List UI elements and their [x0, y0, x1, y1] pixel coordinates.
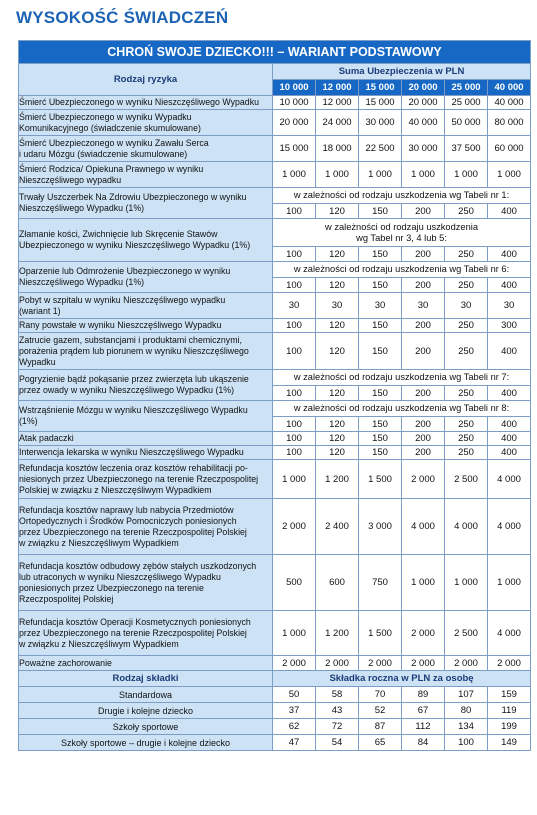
benefit-value: 1 000	[273, 611, 316, 656]
risk-label	[19, 555, 273, 611]
benefit-value: 24 000	[316, 110, 359, 136]
risk-label-line: Rany powstałe w wyniku Nieszczęśliwego Wypadku	[19, 320, 222, 330]
benefit-value: 2 000	[488, 656, 531, 671]
risk-label-line: Śmierć Rodzica/ Opiekuna Prawnego w wyniku	[19, 163, 204, 174]
header-row	[19, 64, 531, 80]
risk-label-line: Refundacja kosztów Operacji Kosmetycznych poniesionych	[19, 616, 251, 627]
benefit-value: 150	[359, 333, 402, 370]
benefit-value: 1 000	[402, 555, 445, 611]
benefit-row	[19, 499, 531, 555]
coverage-note	[273, 401, 531, 417]
benefit-value: 30	[445, 293, 488, 319]
coverage-note	[273, 262, 531, 278]
benefit-value: 120	[316, 432, 359, 446]
risk-label-line: przez Ubezpieczonego na terenie Rzeczpospolitej Polskiej	[19, 627, 247, 638]
benefit-row	[19, 460, 531, 499]
risk-label-line: i udaru Mózgu (świadczenie skumulowane)	[19, 148, 188, 159]
benefit-value: 30	[402, 293, 445, 319]
benefit-value: 1 200	[316, 611, 359, 656]
benefit-value: 120	[316, 247, 359, 262]
risk-label-line: niesionych przez Ubezpieczonego na terenie Rzeczpospolitej	[19, 473, 259, 484]
benefit-value: 150	[359, 417, 402, 432]
benefit-value: 150	[359, 446, 402, 460]
benefit-value: 400	[488, 417, 531, 432]
risk-label-line: Ortopedycznych i Środków Pomocniczych poniesionych	[19, 515, 237, 526]
coverage-note-line: w zależności od rodzaju uszkodzenia wg Tabeli nr 7:	[293, 372, 510, 382]
benefit-row	[19, 555, 531, 611]
benefit-value: 100	[273, 446, 316, 460]
risk-label-line: Złamanie kości, Zwichnięcie lub Skręcenie Stawów	[19, 229, 218, 239]
premium-row	[19, 735, 531, 751]
risk-label-line: Śmierć Ubezpieczonego w wyniku Nieszczęśliwego Wypadku	[19, 97, 259, 107]
benefit-value: 100	[273, 204, 316, 219]
benefit-value: 30 000	[402, 136, 445, 162]
benefit-value: 30	[316, 293, 359, 319]
benefit-value: 500	[273, 555, 316, 611]
benefit-value: 10 000	[273, 96, 316, 110]
benefit-value: 30	[359, 293, 402, 319]
premium-value: 47	[273, 735, 316, 751]
risk-label-line: Trwały Uszczerbek Na Zdrowiu Ubezpieczonego w wyniku	[19, 192, 247, 202]
benefit-row	[19, 656, 531, 671]
benefit-value: 250	[445, 204, 488, 219]
benefit-value: 100	[273, 333, 316, 370]
risk-label-line: przez owady w wyniku Nieszczęśliwego Wypadku (1%)	[19, 385, 235, 395]
benefit-value: 18 000	[316, 136, 359, 162]
risk-label-line: (1%)	[19, 416, 38, 426]
risk-label	[19, 293, 273, 319]
benefit-value: 120	[316, 319, 359, 333]
benefit-row	[19, 370, 531, 386]
table-title: CHROŃ SWOJE DZIECKO!!! – WARIANT PODSTAWOWY	[19, 41, 531, 64]
risk-label	[19, 611, 273, 656]
risk-label-line: Ubezpieczonego w wyniku Nieszczęśliwego Wypadku (1%)	[19, 240, 251, 250]
benefit-value: 2 500	[445, 611, 488, 656]
benefit-row	[19, 262, 531, 278]
benefit-value: 40 000	[402, 110, 445, 136]
risk-label-line: Wstrząśnienie Mózgu w wyniku Nieszczęśliwego Wypadku	[19, 405, 248, 415]
benefit-value: 2 000	[402, 611, 445, 656]
risk-label-line: Nieszczęśliwego Wypadku (1%)	[19, 277, 145, 287]
premium-row	[19, 719, 531, 735]
risk-label	[19, 460, 273, 499]
benefit-row	[19, 96, 531, 110]
benefit-value: 1 000	[445, 555, 488, 611]
amount-header: 10 000	[273, 80, 316, 96]
premium-value: 84	[402, 735, 445, 751]
benefit-row	[19, 401, 531, 417]
amount-header: 40 000	[488, 80, 531, 96]
benefit-value: 120	[316, 417, 359, 432]
benefit-value: 2 000	[402, 460, 445, 499]
benefit-value: 60 000	[488, 136, 531, 162]
coverage-note-line: w zależności od rodzaju uszkodzenia wg Tabeli nr 1:	[293, 190, 510, 200]
page-title: WYSOKOŚĆ ŚWIADCZEŃ	[16, 8, 229, 27]
benefit-value: 22 500	[359, 136, 402, 162]
benefit-value: 1 000	[273, 162, 316, 188]
premium-value: 70	[359, 687, 402, 703]
benefit-value: 100	[273, 432, 316, 446]
risk-label-line: Nieszczęśliwego wypadku	[19, 174, 122, 185]
benefit-value: 2 000	[316, 656, 359, 671]
premium-value: 37	[273, 703, 316, 719]
benefit-row	[19, 319, 531, 333]
benefit-value: 400	[488, 386, 531, 401]
premium-value: 80	[445, 703, 488, 719]
benefit-row	[19, 293, 531, 319]
coverage-note-line: w zależności od rodzaju uszkodzenia	[325, 221, 478, 232]
risk-label	[19, 188, 273, 219]
benefit-value: 100	[273, 417, 316, 432]
benefit-value: 120	[316, 386, 359, 401]
benefit-value: 1 500	[359, 611, 402, 656]
benefit-value: 1 500	[359, 460, 402, 499]
risk-label-line: Nieszczęśliwego Wypadku (1%)	[19, 203, 145, 213]
benefit-value: 150	[359, 247, 402, 262]
benefit-value: 250	[445, 446, 488, 460]
risk-label-line: (wariant 1)	[19, 305, 61, 316]
risk-label-line: Polskiej w związku z Nieszczęśliwym Wypadkiem	[19, 484, 212, 495]
benefit-value: 4 000	[488, 460, 531, 499]
risk-label-line: Śmierć Ubezpieczonego w wyniku Wypadku	[19, 111, 192, 122]
coverage-note-line: w zależności od rodzaju uszkodzenia wg Tabeli nr 6:	[293, 264, 510, 274]
benefit-value: 30	[273, 293, 316, 319]
benefit-value: 3 000	[359, 499, 402, 555]
benefit-value: 1 000	[488, 162, 531, 188]
sum-insured-header: Suma Ubezpieczenia w PLN	[273, 64, 531, 80]
premium-header-row	[19, 671, 531, 687]
amount-header: 15 000	[359, 80, 402, 96]
benefit-value: 120	[316, 278, 359, 293]
risk-label-line: Refundacja kosztów leczenia oraz kosztów rehabilitacji po-	[19, 462, 248, 473]
risk-label	[19, 162, 273, 188]
benefit-value: 400	[488, 446, 531, 460]
risk-label	[19, 319, 273, 333]
benefit-value: 20 000	[402, 96, 445, 110]
premium-value: 112	[402, 719, 445, 735]
benefit-row	[19, 219, 531, 247]
premium-value: 52	[359, 703, 402, 719]
benefit-value: 4 000	[445, 499, 488, 555]
benefit-value: 120	[316, 446, 359, 460]
benefit-value: 1 000	[273, 460, 316, 499]
benefits-table-body	[19, 41, 531, 751]
risk-label	[19, 499, 273, 555]
benefit-value: 2 500	[445, 460, 488, 499]
premium-row	[19, 703, 531, 719]
coverage-note	[273, 188, 531, 204]
benefit-value: 250	[445, 247, 488, 262]
benefit-row	[19, 611, 531, 656]
risk-label-line: Rzeczpospolitej Polskiej	[19, 593, 114, 604]
benefit-value: 4 000	[488, 611, 531, 656]
risk-label	[19, 656, 273, 671]
benefit-value: 37 500	[445, 136, 488, 162]
premium-value: 87	[359, 719, 402, 735]
benefit-value: 15 000	[273, 136, 316, 162]
benefit-value: 200	[402, 278, 445, 293]
risk-label-line: Atak padaczki	[19, 433, 74, 443]
benefit-value: 150	[359, 386, 402, 401]
benefit-value: 250	[445, 333, 488, 370]
benefit-value: 4 000	[488, 499, 531, 555]
benefit-value: 1 200	[316, 460, 359, 499]
benefit-value: 150	[359, 278, 402, 293]
premium-value: 43	[316, 703, 359, 719]
risk-label-line: poniesionych przez Ubezpieczonego na terenie	[19, 582, 204, 593]
premium-label: Standardowa	[19, 687, 273, 703]
risk-label	[19, 432, 273, 446]
benefit-value: 250	[445, 417, 488, 432]
benefit-value: 30 000	[359, 110, 402, 136]
risk-label	[19, 401, 273, 432]
coverage-note	[273, 370, 531, 386]
benefit-value: 600	[316, 555, 359, 611]
premium-label: Szkoły sportowe	[19, 719, 273, 735]
risk-label-line: przez Ubezpieczonego na terenie Rzeczpospolitej Polskiej	[19, 526, 247, 537]
benefit-value: 400	[488, 247, 531, 262]
benefit-value: 250	[445, 386, 488, 401]
risk-label-line: Śmierć Ubezpieczonego w wyniku Zawału Serca	[19, 137, 209, 148]
benefit-value: 200	[402, 247, 445, 262]
benefit-value: 1 000	[402, 162, 445, 188]
premium-label: Szkoły sportowe – drugie i kolejne dziecko	[19, 735, 273, 751]
amount-header: 12 000	[316, 80, 359, 96]
benefit-value: 1 000	[316, 162, 359, 188]
benefit-value: 400	[488, 333, 531, 370]
benefit-value: 200	[402, 386, 445, 401]
benefit-row	[19, 446, 531, 460]
benefits-table	[18, 40, 531, 751]
benefit-value: 4 000	[402, 499, 445, 555]
premium-type-header: Rodzaj składki	[19, 671, 273, 687]
benefit-value: 150	[359, 204, 402, 219]
benefit-value: 2 000	[402, 656, 445, 671]
risk-label-line: lub utraconych w wyniku Nieszczęśliwego Wypadku	[19, 571, 221, 582]
coverage-note-line: wg Tabel nr 3, 4 lub 5:	[356, 232, 447, 243]
benefit-value: 200	[402, 204, 445, 219]
premium-value: 50	[273, 687, 316, 703]
benefit-value: 300	[488, 319, 531, 333]
benefit-value: 2 000	[445, 656, 488, 671]
benefit-value: 250	[445, 432, 488, 446]
premium-value: 119	[488, 703, 531, 719]
benefit-value: 750	[359, 555, 402, 611]
risk-label-line: Oparzenie lub Odmrożenie Ubezpieczonego w wyniku	[19, 266, 231, 276]
risk-label-line: Refundacja kosztów naprawy lub nabycia Przedmiotów	[19, 504, 234, 515]
premium-value: 159	[488, 687, 531, 703]
risk-label-line: Wypadku	[19, 356, 56, 367]
coverage-note	[273, 219, 531, 247]
benefit-value: 250	[445, 278, 488, 293]
risk-label	[19, 446, 273, 460]
benefit-value: 200	[402, 333, 445, 370]
benefit-value: 200	[402, 432, 445, 446]
risk-label-line: Interwencja lekarska w wyniku Nieszczęśliwego Wypadku	[19, 447, 244, 457]
risk-label	[19, 262, 273, 293]
amount-header: 25 000	[445, 80, 488, 96]
risk-label-line: w związku z Nieszczęśliwym Wypadkiem	[19, 537, 179, 548]
risk-type-header: Rodzaj ryzyka	[19, 64, 273, 96]
premium-value: 62	[273, 719, 316, 735]
premium-label: Drugie i kolejne dziecko	[19, 703, 273, 719]
benefit-value: 200	[402, 446, 445, 460]
benefit-value: 100	[273, 247, 316, 262]
benefit-value: 1 000	[488, 555, 531, 611]
risk-label	[19, 96, 273, 110]
premium-value: 72	[316, 719, 359, 735]
benefit-value: 100	[273, 278, 316, 293]
risk-label	[19, 219, 273, 262]
table-title-row	[19, 41, 531, 64]
benefit-value: 12 000	[316, 96, 359, 110]
benefit-row	[19, 333, 531, 370]
premium-value: 149	[488, 735, 531, 751]
benefit-value: 100	[273, 319, 316, 333]
benefit-value: 100	[273, 386, 316, 401]
premium-value: 89	[402, 687, 445, 703]
risk-label-line: porażenia prądem lub piorunem w wyniku Nieszczęśliwego	[19, 345, 249, 356]
premium-value: 65	[359, 735, 402, 751]
benefit-value: 120	[316, 204, 359, 219]
benefit-value: 400	[488, 278, 531, 293]
premium-row	[19, 687, 531, 703]
benefit-value: 400	[488, 432, 531, 446]
risk-label	[19, 333, 273, 370]
benefit-value: 20 000	[273, 110, 316, 136]
benefit-row	[19, 188, 531, 204]
benefit-row	[19, 136, 531, 162]
benefit-value: 120	[316, 333, 359, 370]
benefit-row	[19, 162, 531, 188]
premium-value: 54	[316, 735, 359, 751]
benefit-value: 1 000	[359, 162, 402, 188]
premium-value: 67	[402, 703, 445, 719]
risk-label-line: Pobyt w szpitalu w wyniku Nieszczęśliwego wypadku	[19, 294, 226, 305]
risk-label-line: Refundacja kosztów odbudowy zębów stałych uszkodzonych	[19, 560, 257, 571]
premium-value: 58	[316, 687, 359, 703]
benefit-value: 1 000	[445, 162, 488, 188]
risk-label-line: w związku z Nieszczęśliwym Wypadkiem	[19, 638, 179, 649]
benefit-value: 2 000	[273, 499, 316, 555]
benefit-value: 400	[488, 204, 531, 219]
premium-value: 107	[445, 687, 488, 703]
benefit-value: 15 000	[359, 96, 402, 110]
benefit-value: 200	[402, 417, 445, 432]
benefit-value: 200	[402, 319, 445, 333]
risk-label-line: Komunikacyjnego (świadczenie skumulowane)	[19, 122, 201, 133]
benefit-row	[19, 110, 531, 136]
premium-values-header: Składka roczna w PLN za osobę	[273, 671, 531, 687]
amount-header: 20 000	[402, 80, 445, 96]
premium-value: 199	[488, 719, 531, 735]
risk-label-line: Pogryzienie bądź pokąsanie przez zwierzęta lub ukąszenie	[19, 374, 249, 384]
benefit-row	[19, 432, 531, 446]
risk-label-line: Zatrucie gazem, substancjami i produktami chemicznymi,	[19, 334, 242, 345]
benefit-value: 50 000	[445, 110, 488, 136]
benefit-value: 2 000	[273, 656, 316, 671]
benefit-value: 40 000	[488, 96, 531, 110]
risk-label	[19, 136, 273, 162]
risk-label	[19, 110, 273, 136]
premium-value: 100	[445, 735, 488, 751]
benefit-value: 2 400	[316, 499, 359, 555]
benefit-value: 150	[359, 319, 402, 333]
risk-label-line: Poważne zachorowanie	[19, 657, 112, 668]
benefit-value: 80 000	[488, 110, 531, 136]
benefit-value: 150	[359, 432, 402, 446]
coverage-note-line: w zależności od rodzaju uszkodzenia wg Tabeli nr 8:	[293, 403, 510, 413]
risk-label	[19, 370, 273, 401]
benefit-value: 2 000	[359, 656, 402, 671]
benefit-value: 25 000	[445, 96, 488, 110]
premium-value: 134	[445, 719, 488, 735]
benefit-value: 30	[488, 293, 531, 319]
benefit-value: 250	[445, 319, 488, 333]
